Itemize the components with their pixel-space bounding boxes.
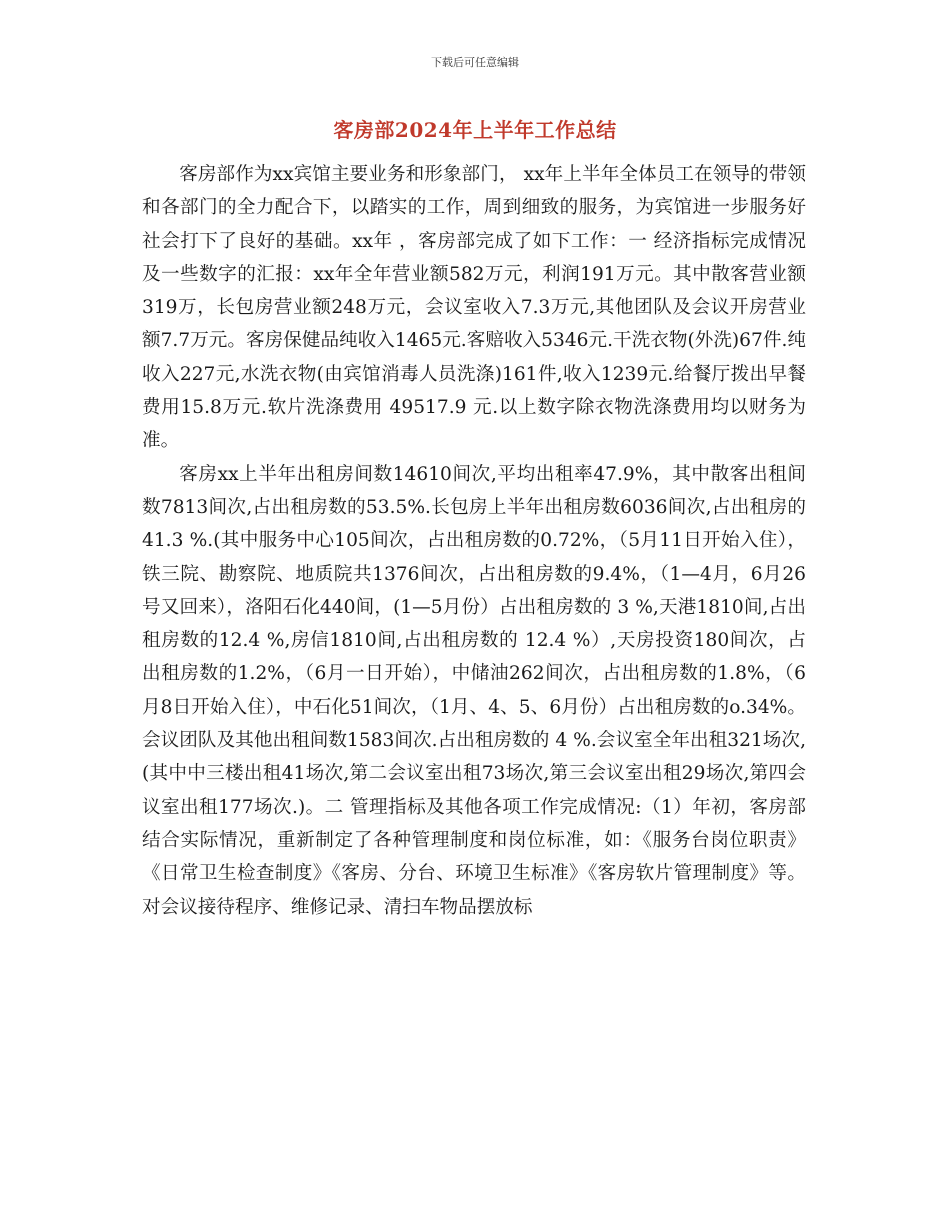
document-title: 客房部2024年上半年工作总结 — [333, 118, 617, 142]
body-paragraph-2: 客房xx上半年出租房间数14610间次,平均出租率47.9%，其中散客出租间数7813间次,占出租房数的53.5%.长包房上半年出租房数6036间次,占出租房的 41.3 %.(其中服务中心105间次，占出租房数的0.72%，（5月11日开始入住），铁三院、勘察院、地质院共1376间次，占出租房数的9.4%，（1—4月，6月26号又回来），洛阳石化440间，(1—5月份）占出租房数的 3 %,天港1810间,占出租房数的12.4 %,房信1810间,占出租房数的 12.4 %）,天房投资180间次，占出租房数的1.2%，（6月一日开始），中储油262间次，占出租房数的1.8%，（6月8日开始入住），中石化51间次，（1月、4、5、6月份）占出租房数的o.34%。会议团队及其他出租间数1583间次.占出租房数的 4 %.会议室全年出租321场次,(其中中三楼出租41场次,第二会议室出租73场次,第三会议室出租29场次,第四会议室出租177场次.)。二 管理指标及其他各项工作完成情况:（1）年初，客房部结合实际情况，重新制定了各种管理制度和岗位标准，如：《服务台岗位职责》《日常卫生检查制度》《客房、分台、环境卫生标准》《客房软片管理制度》等。对会议接待程序、维修记录、清扫车物品摆放标 — [142, 463, 806, 918]
page-header-note: 下载后可任意编辑 — [431, 56, 519, 69]
body-paragraph-1: 客房部作为xx宾馆主要业务和形象部门， xx年上半年全体员工在领导的带领和各部门的全力配合下，以踏实的工作，周到细致的服务，为宾馆进一步服务好社会打下了良好的基础。xx年 ，客房部完成了如下工作：一 经济指标完成情况及一些数字的汇报：xx年全年营业额582万元，利润191万元。其中散客营业额319万，长包房营业额248万元，会议室收入7.3万元,其他团队及会议开房营业额7.7万元。客房保健品纯收入1465元.客赔收入5346元.干洗衣物(外洗)67件.纯收入227元,水洗衣物(由宾馆消毒人员洗涤)161件,收入1239元.给餐厅拨出早餐费用15.8万元.软片洗涤费用 49517.9 元.以上数字除衣物洗涤费用均以财务为准。 — [142, 164, 806, 452]
document-body — [142, 158, 806, 924]
